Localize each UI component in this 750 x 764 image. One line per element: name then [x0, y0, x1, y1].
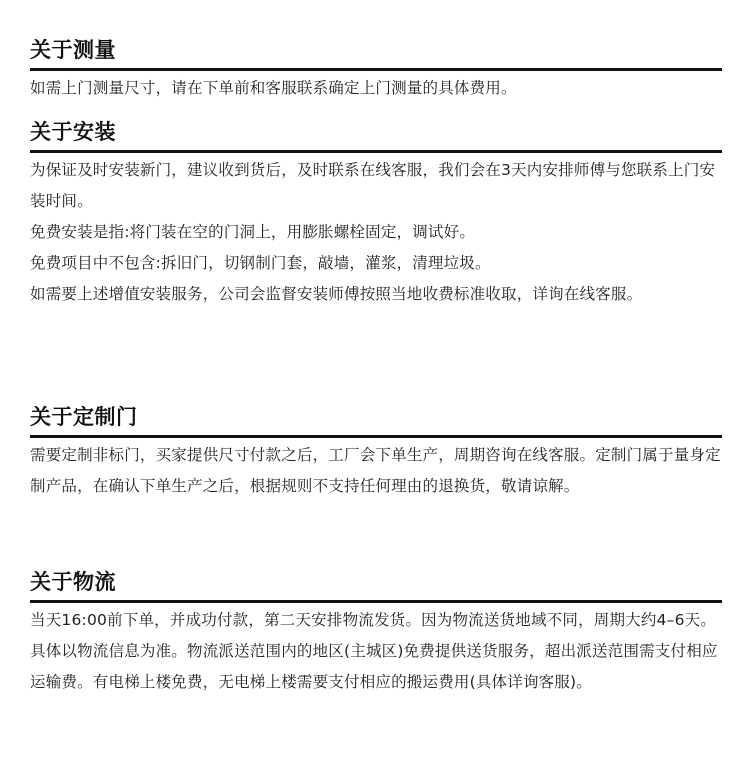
- installation-paragraph: 为保证及时安装新门，建议收到货后，及时联系在线客服，我们会在3天内安排师傅与您联系上门安装时间。: [30, 161, 716, 210]
- logistics-paragraph: 当天16:00前下单，并成功付款，第二天安排物流发货。因为物流送货地域不同，周期大约4–6天。具体以物流信息为准。物流派送范围内的地区(主城区)免费提供送货服务，超出派送范围需支付相应运输费。有电梯上楼免费，无电梯上楼需要支付相应的搬运费用(具体详询客服)。: [30, 611, 718, 691]
- custom-door-section: [30, 403, 722, 502]
- logistics-section: [30, 568, 722, 698]
- measurement-section: [30, 36, 722, 104]
- logistics-heading: 关于物流: [30, 570, 116, 594]
- measurement-divider: [30, 68, 722, 71]
- installation-paragraph: 免费项目中不包含:拆旧门，切钢制门套，敲墙，灌浆，清理垃圾。: [30, 254, 491, 272]
- installation-paragraph: 如需要上述增值安装服务，公司会监督安装师傅按照当地收费标准收取，详询在线客服。: [30, 285, 643, 303]
- custom-door-heading: 关于定制门: [30, 405, 138, 429]
- installation-heading: 关于安装: [30, 120, 116, 144]
- logistics-body: [30, 605, 722, 698]
- installation-divider: [30, 150, 722, 153]
- measurement-paragraph: 如需上门测量尺寸，请在下单前和客服联系确定上门测量的具体费用。: [30, 79, 517, 97]
- installation-paragraph: 免费安装是指:将门装在空的门洞上，用膨胀螺栓固定，调试好。: [30, 223, 476, 241]
- logistics-divider: [30, 600, 722, 603]
- installation-section: [30, 118, 722, 310]
- measurement-body: [30, 73, 722, 104]
- custom-door-body: [30, 440, 722, 502]
- installation-body: [30, 155, 722, 310]
- measurement-heading: 关于测量: [30, 38, 116, 62]
- custom-door-paragraph: 需要定制非标门，买家提供尺寸付款之后，工厂会下单生产，周期咨询在线客服。定制门属于量身定制产品，在确认下单生产之后，根据规则不支持任何理由的退换货，敬请谅解。: [30, 446, 721, 495]
- custom-door-divider: [30, 435, 722, 438]
